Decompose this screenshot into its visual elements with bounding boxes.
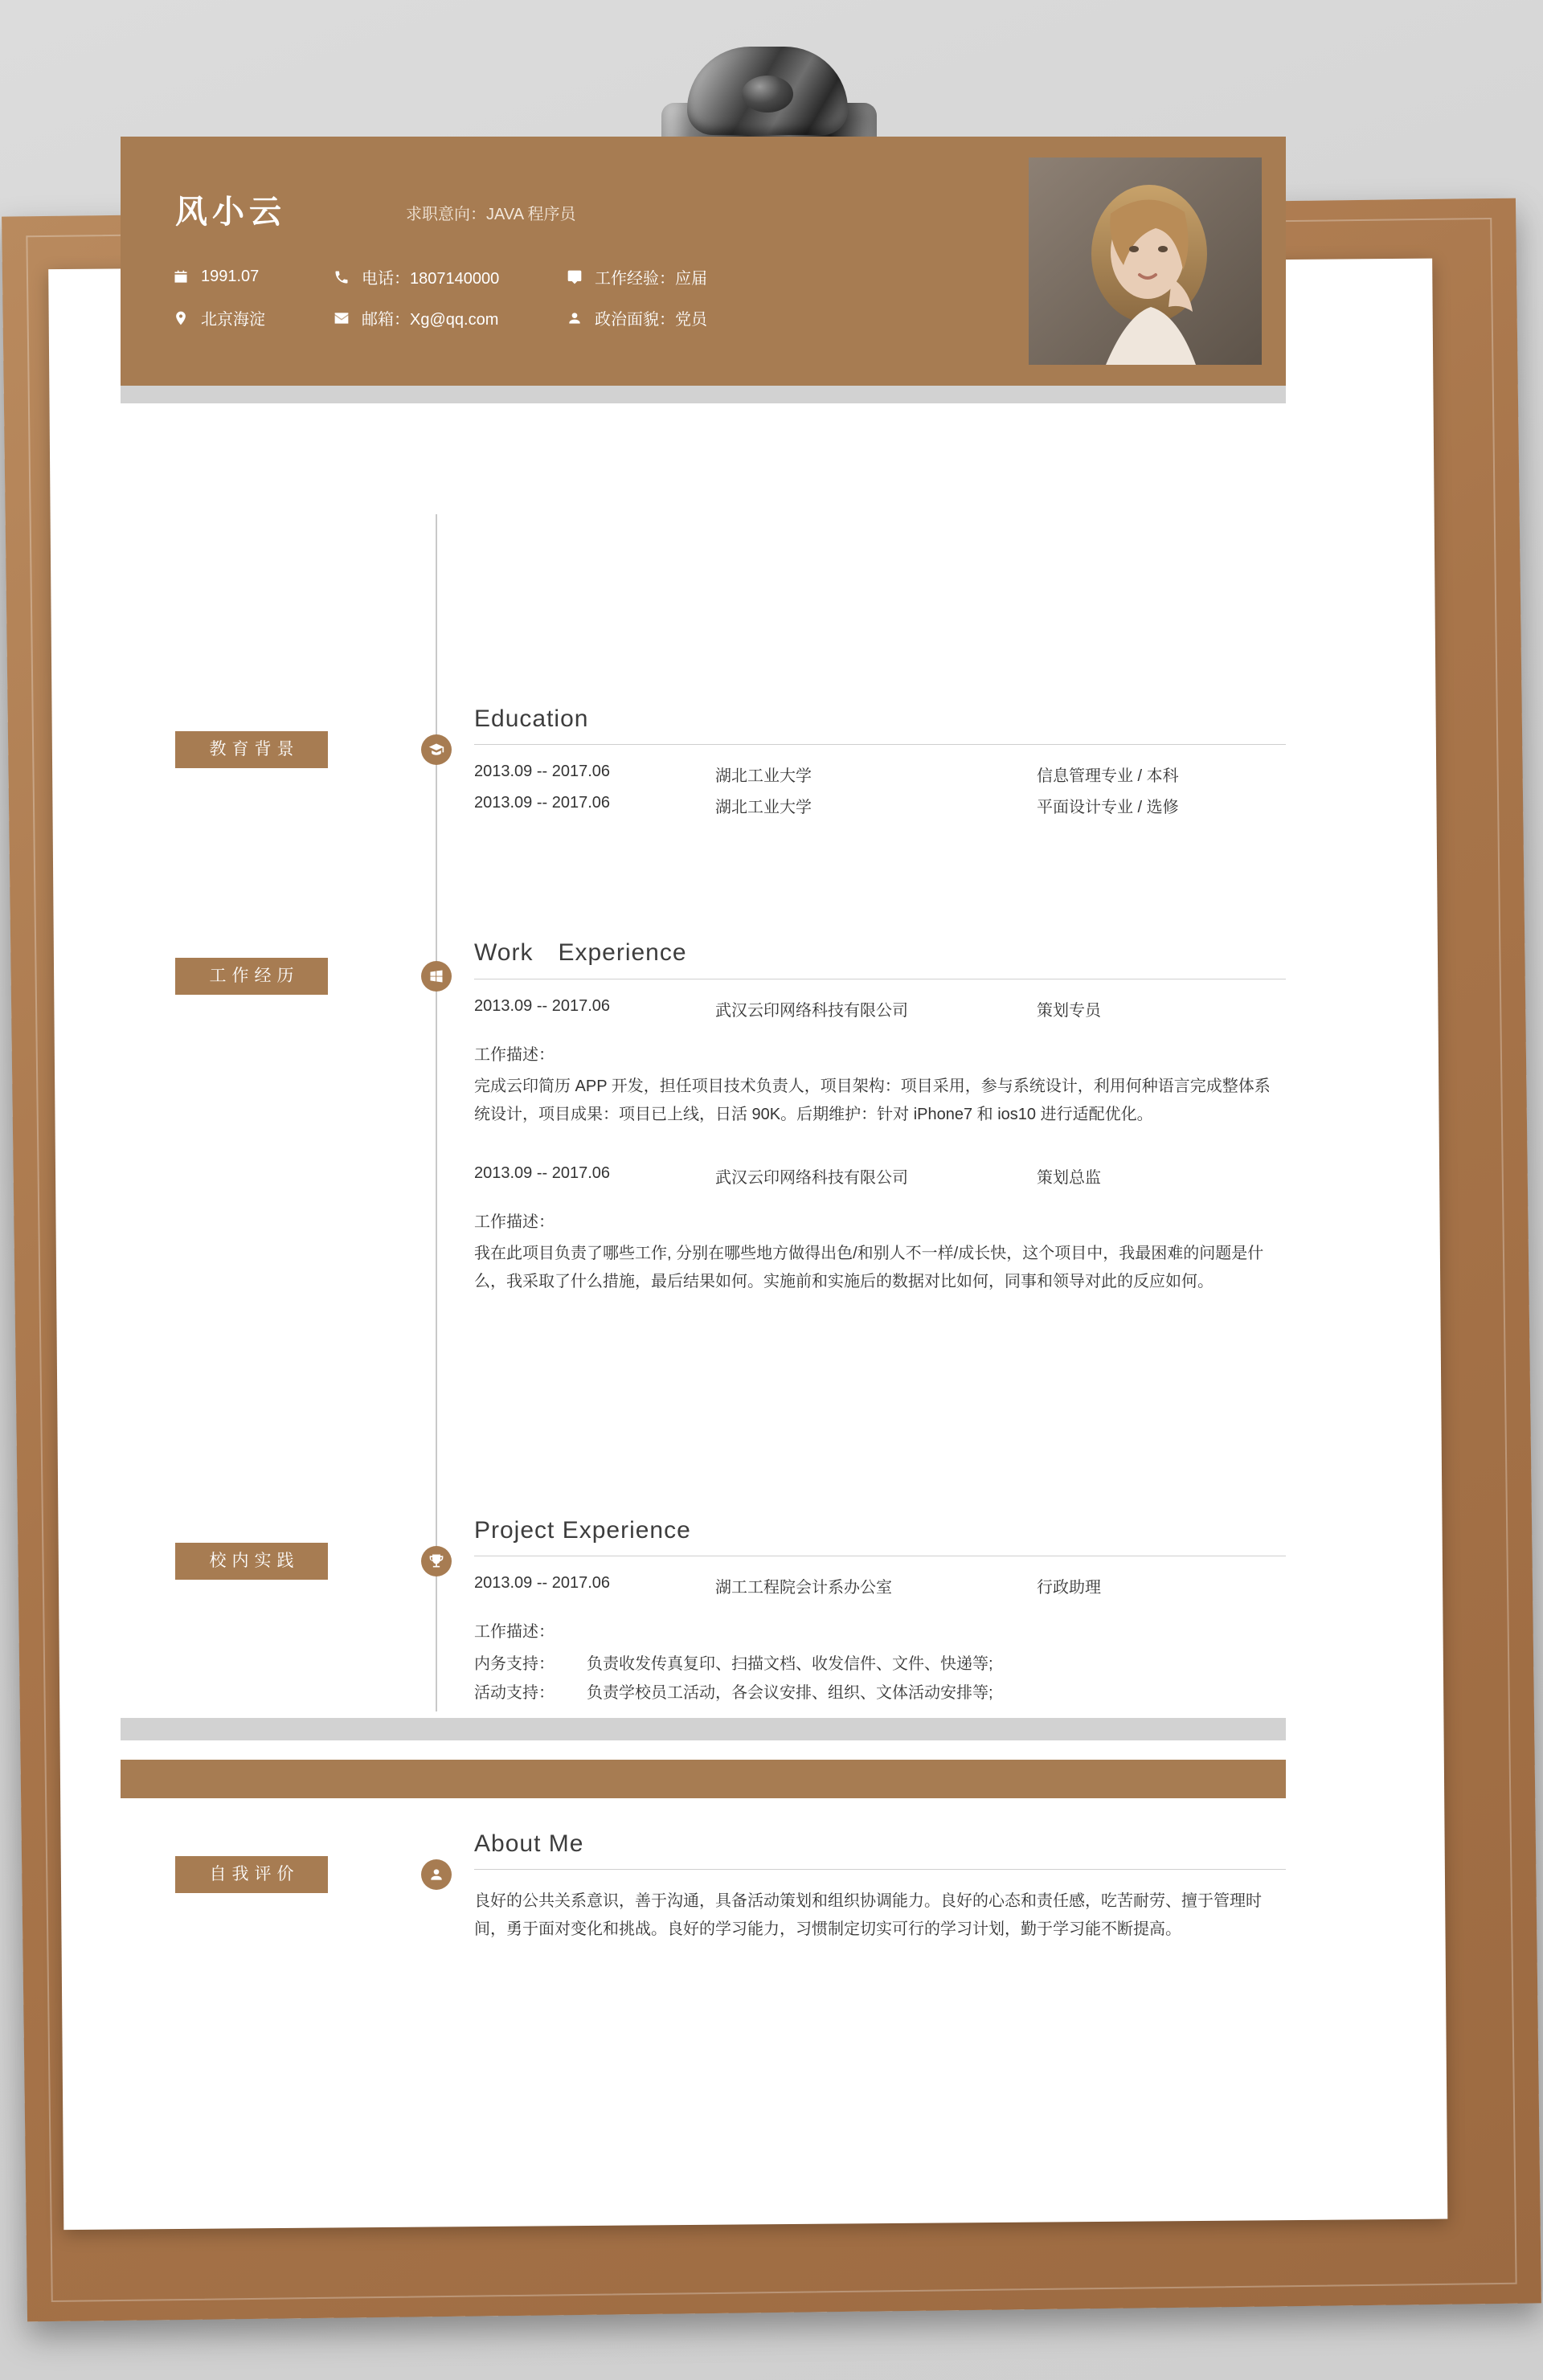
- work-company: 武汉云印网络科技有限公司: [715, 1002, 908, 1020]
- about-title: About Me: [474, 1830, 584, 1857]
- education-body: [474, 705, 1286, 825]
- education-major: 信息管理专业 / 本科: [1037, 767, 1179, 785]
- portrait-photo: [1029, 157, 1262, 365]
- contact-info-grid: [170, 265, 942, 347]
- project-item-key: 内务支持：: [474, 1655, 555, 1673]
- graduation-cap-icon: [421, 734, 452, 765]
- footer-gray-band: [121, 1718, 1286, 1740]
- info-political-status-text: 政治面貌：党员: [595, 311, 707, 329]
- education-major: 平面设计专业 / 选修: [1037, 799, 1179, 816]
- project-org: 湖工工程院会计系办公室: [715, 1579, 892, 1597]
- avatar: [1029, 157, 1262, 365]
- timeline-line: [436, 514, 437, 1711]
- education-title: Education: [474, 705, 589, 732]
- section-tag-project: 校内实践: [175, 1543, 328, 1580]
- info-location-text: 北京海淀: [201, 311, 265, 329]
- calendar-icon: [170, 267, 191, 288]
- project-item: [474, 1679, 1286, 1707]
- section-tag-education: 教育背景: [175, 731, 328, 768]
- work-role: 策划总监: [1037, 1169, 1101, 1187]
- job-objective: 求职意向：JAVA 程序员: [406, 206, 576, 223]
- divider: [474, 744, 1286, 745]
- education-school: 湖北工业大学: [715, 767, 812, 785]
- work-desc-text: 我在此项目负责了哪些工作, 分别在哪些地方做得出色/和别人不一样/成长快，这个项目中，我最困难的问题是什么，我采取了什么措施，最后结果如何。实施前和实施后的数据对比如何，同事和领导对此的反应如何。: [474, 1245, 1264, 1290]
- trophy-icon: [421, 1546, 452, 1576]
- section-tag-about: 自我评价: [175, 1856, 328, 1893]
- info-email: [331, 306, 564, 329]
- resume-header: [121, 137, 1286, 386]
- info-experience-text: 工作经验：应届: [595, 270, 707, 288]
- work-date: 2013.09 -- 2017.06: [474, 997, 611, 1015]
- work-role: 策划专员: [1037, 1002, 1101, 1020]
- mail-icon: [331, 308, 352, 329]
- education-school: 湖北工业大学: [715, 799, 812, 816]
- education-date: 2013.09 -- 2017.06: [474, 794, 611, 812]
- project-item: [474, 1650, 1286, 1679]
- work-entry-header: [474, 1164, 1286, 1188]
- work-date: 2013.09 -- 2017.06: [474, 1164, 611, 1182]
- candidate-name: 风小云: [175, 194, 286, 230]
- info-birthdate: [170, 265, 331, 288]
- info-email-text: 邮箱：Xg@qq.com: [362, 311, 499, 329]
- info-phone: [331, 265, 564, 288]
- work-company: 武汉云印网络科技有限公司: [715, 1169, 908, 1187]
- project-date: 2013.09 -- 2017.06: [474, 1574, 611, 1592]
- project-entry-header: [474, 1574, 1286, 1597]
- clip-knob: [742, 76, 793, 112]
- about-body: [474, 1830, 1286, 1944]
- resume-content: [121, 137, 1286, 1938]
- work-title: Work Experience: [474, 939, 687, 966]
- education-row: [474, 763, 1286, 786]
- location-icon: [170, 308, 191, 329]
- about-text: 良好的公共关系意识，善于沟通，具备活动策划和组织协调能力。良好的心态和责任感，吃苦耐劳、擅于管理时间，勇于面对变化和挑战。良好的学习能力，习惯制定切实可行的学习计划，勤于学习能不断提高。: [474, 1892, 1262, 1938]
- info-phone-text: 电话：1807140000: [362, 270, 500, 288]
- footer-accent-band: [121, 1760, 1286, 1798]
- chat-icon: [564, 267, 585, 288]
- work-desc-label: 工作描述：: [474, 1046, 555, 1064]
- info-political-status: [564, 306, 829, 329]
- info-birthdate-text: 1991.07: [201, 268, 260, 285]
- windows-icon: [421, 961, 452, 992]
- work-desc-text: 完成云印简历 APP 开发，担任项目技术负责人，项目架构：项目采用，参与系统设计，利用何种语言完成整体系统设计，项目成果：项目已上线，日活 90K。后期维护：针对 iPhone7 和 ios10 进行适配优化。: [474, 1078, 1271, 1123]
- education-row: [474, 794, 1286, 817]
- work-body: [474, 932, 1286, 1296]
- education-date: 2013.09 -- 2017.06: [474, 763, 611, 780]
- work-entry-header: [474, 997, 1286, 1020]
- contact-info-row: [170, 306, 942, 329]
- project-body: [474, 1517, 1286, 1707]
- project-desc-label: 工作描述：: [474, 1623, 555, 1641]
- phone-icon: [331, 267, 352, 288]
- project-item-value: 负责学校员工活动，各会议安排、组织、文体活动安排等;: [587, 1684, 993, 1702]
- person-icon: [421, 1859, 452, 1890]
- header-gray-strip: [121, 386, 1286, 403]
- project-role: 行政助理: [1037, 1579, 1101, 1597]
- project-item-value: 负责收发传真复印、扫描文档、收发信件、文件、快递等;: [587, 1655, 993, 1673]
- info-location: [170, 306, 331, 329]
- work-desc-label: 工作描述：: [474, 1213, 555, 1231]
- section-tag-work: 工作经历: [175, 958, 328, 995]
- divider: [474, 1869, 1286, 1870]
- contact-info-row: [170, 265, 942, 288]
- info-experience: [564, 265, 829, 288]
- project-item-key: 活动支持：: [474, 1684, 555, 1702]
- project-title: Project Experience: [474, 1517, 691, 1544]
- user-badge-icon: [564, 308, 585, 329]
